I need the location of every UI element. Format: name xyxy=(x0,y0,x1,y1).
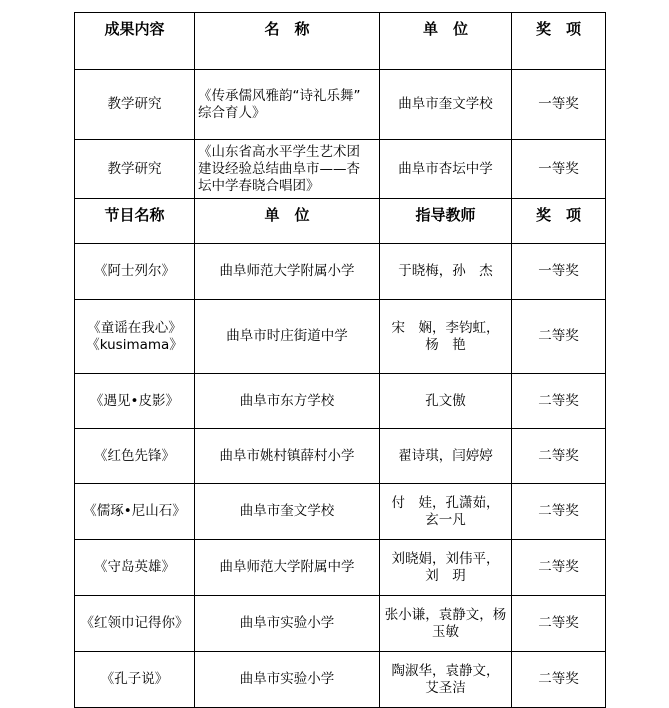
cell-line: 刘 玥 xyxy=(425,567,466,584)
unit-cell: 曲阜市奎文学校 xyxy=(195,484,380,540)
header-unit: 单 位 xyxy=(380,13,512,70)
award-cell: 二等奖 xyxy=(512,374,606,429)
cell-line: 《红色先锋》 xyxy=(94,447,175,464)
cell-line: 《kusimama》 xyxy=(86,336,183,353)
unit-cell: 曲阜市东方学校 xyxy=(195,374,380,429)
program-name-cell xyxy=(75,244,195,300)
cell-line: 建设经验总结曲阜市——杏 xyxy=(198,160,360,177)
cell-line: 付 娃，孔潇茹， xyxy=(391,494,500,511)
unit-cell: 曲阜市奎文学校 xyxy=(380,70,512,140)
header-achievement-content: 成果内容 xyxy=(75,13,195,70)
header-program-name: 节目名称 xyxy=(75,199,195,244)
unit-cell: 曲阜市实验小学 xyxy=(195,596,380,652)
table-row xyxy=(75,70,606,140)
instructor-cell xyxy=(380,300,512,374)
table-row xyxy=(75,652,606,708)
table-row xyxy=(75,300,606,374)
unit-cell: 曲阜市杏坛中学 xyxy=(380,140,512,199)
achievements-header-row xyxy=(75,13,606,70)
award-cell: 一等奖 xyxy=(512,244,606,300)
header-award: 奖 项 xyxy=(512,13,606,70)
program-name-cell xyxy=(75,596,195,652)
table-row xyxy=(75,484,606,540)
award-cell: 二等奖 xyxy=(512,596,606,652)
instructor-cell xyxy=(380,429,512,484)
program-name-cell xyxy=(75,540,195,596)
achievement-content-cell: 教学研究 xyxy=(75,140,195,199)
cell-line: 张小谦，袁静文，杨 xyxy=(384,606,507,623)
cell-line: 《儒琢•尼山石》 xyxy=(83,503,186,519)
cell-line: 《阿士列尔》 xyxy=(94,263,175,279)
instructor-cell xyxy=(380,540,512,596)
unit-cell: 曲阜市时庄街道中学 xyxy=(195,300,380,374)
cell-line: 《遇见•皮影》 xyxy=(90,392,179,409)
unit-cell: 曲阜市实验小学 xyxy=(195,652,380,708)
cell-line: 艾圣洁 xyxy=(425,679,466,696)
unit-cell: 曲阜师范大学附属小学 xyxy=(195,244,380,300)
cell-line: 坛中学春晓合唱团》 xyxy=(198,177,320,194)
instructor-cell xyxy=(380,244,512,300)
program-name-cell xyxy=(75,652,195,708)
program-name-cell xyxy=(75,300,195,374)
cell-line: 刘晓娟，刘伟平， xyxy=(391,550,500,567)
table-row xyxy=(75,596,606,652)
table-row xyxy=(75,374,606,429)
achievement-name-cell xyxy=(195,140,380,199)
cell-line: 陶淑华，袁静文， xyxy=(391,662,500,679)
header-name: 名 称 xyxy=(195,13,380,70)
cell-line: 《山东省高水平学生艺术团 xyxy=(198,143,360,160)
header-unit: 单 位 xyxy=(195,199,380,244)
award-cell: 一等奖 xyxy=(512,70,606,140)
table-row xyxy=(75,140,606,199)
cell-line: 玉敏 xyxy=(432,623,459,640)
instructor-cell xyxy=(380,652,512,708)
instructor-cell xyxy=(380,596,512,652)
program-name-cell xyxy=(75,374,195,429)
awards-table xyxy=(74,12,606,708)
table-row xyxy=(75,540,606,596)
award-cell: 二等奖 xyxy=(512,429,606,484)
program-name-cell xyxy=(75,429,195,484)
header-award: 奖 项 xyxy=(512,199,606,244)
cell-line: 宋 娴，李钧虹， xyxy=(391,319,500,336)
instructor-cell xyxy=(380,484,512,540)
cell-line: 《童谣在我心》 xyxy=(87,319,182,336)
cell-line: 杨 艳 xyxy=(425,336,466,353)
cell-line: 《红领巾记得你》 xyxy=(80,615,189,631)
cell-line: 于晓梅，孙 杰 xyxy=(398,263,493,279)
achievement-content-cell: 教学研究 xyxy=(75,70,195,140)
table-row xyxy=(75,429,606,484)
instructor-cell xyxy=(380,374,512,429)
cell-line: 翟诗琪，闫婷婷 xyxy=(398,447,493,464)
cell-line: 综合育人》 xyxy=(198,104,266,121)
header-instructor: 指导教师 xyxy=(380,199,512,244)
achievement-name-cell xyxy=(195,70,380,140)
unit-cell: 曲阜市姚村镇薛村小学 xyxy=(195,429,380,484)
award-cell: 二等奖 xyxy=(512,484,606,540)
cell-line: 《传承儒风雅韵“诗礼乐舞” xyxy=(198,87,361,104)
table-row xyxy=(75,244,606,300)
cell-line: 玄一凡 xyxy=(425,511,466,528)
cell-line: 孔文傲 xyxy=(425,392,466,409)
award-cell: 一等奖 xyxy=(512,140,606,199)
program-name-cell xyxy=(75,484,195,540)
cell-line: 《孔子说》 xyxy=(100,671,169,687)
award-cell: 二等奖 xyxy=(512,300,606,374)
programs-header-row xyxy=(75,199,606,244)
unit-cell: 曲阜师范大学附属中学 xyxy=(195,540,380,596)
award-cell: 二等奖 xyxy=(512,652,606,708)
award-cell: 二等奖 xyxy=(512,540,606,596)
cell-line: 《守岛英雄》 xyxy=(94,559,175,575)
